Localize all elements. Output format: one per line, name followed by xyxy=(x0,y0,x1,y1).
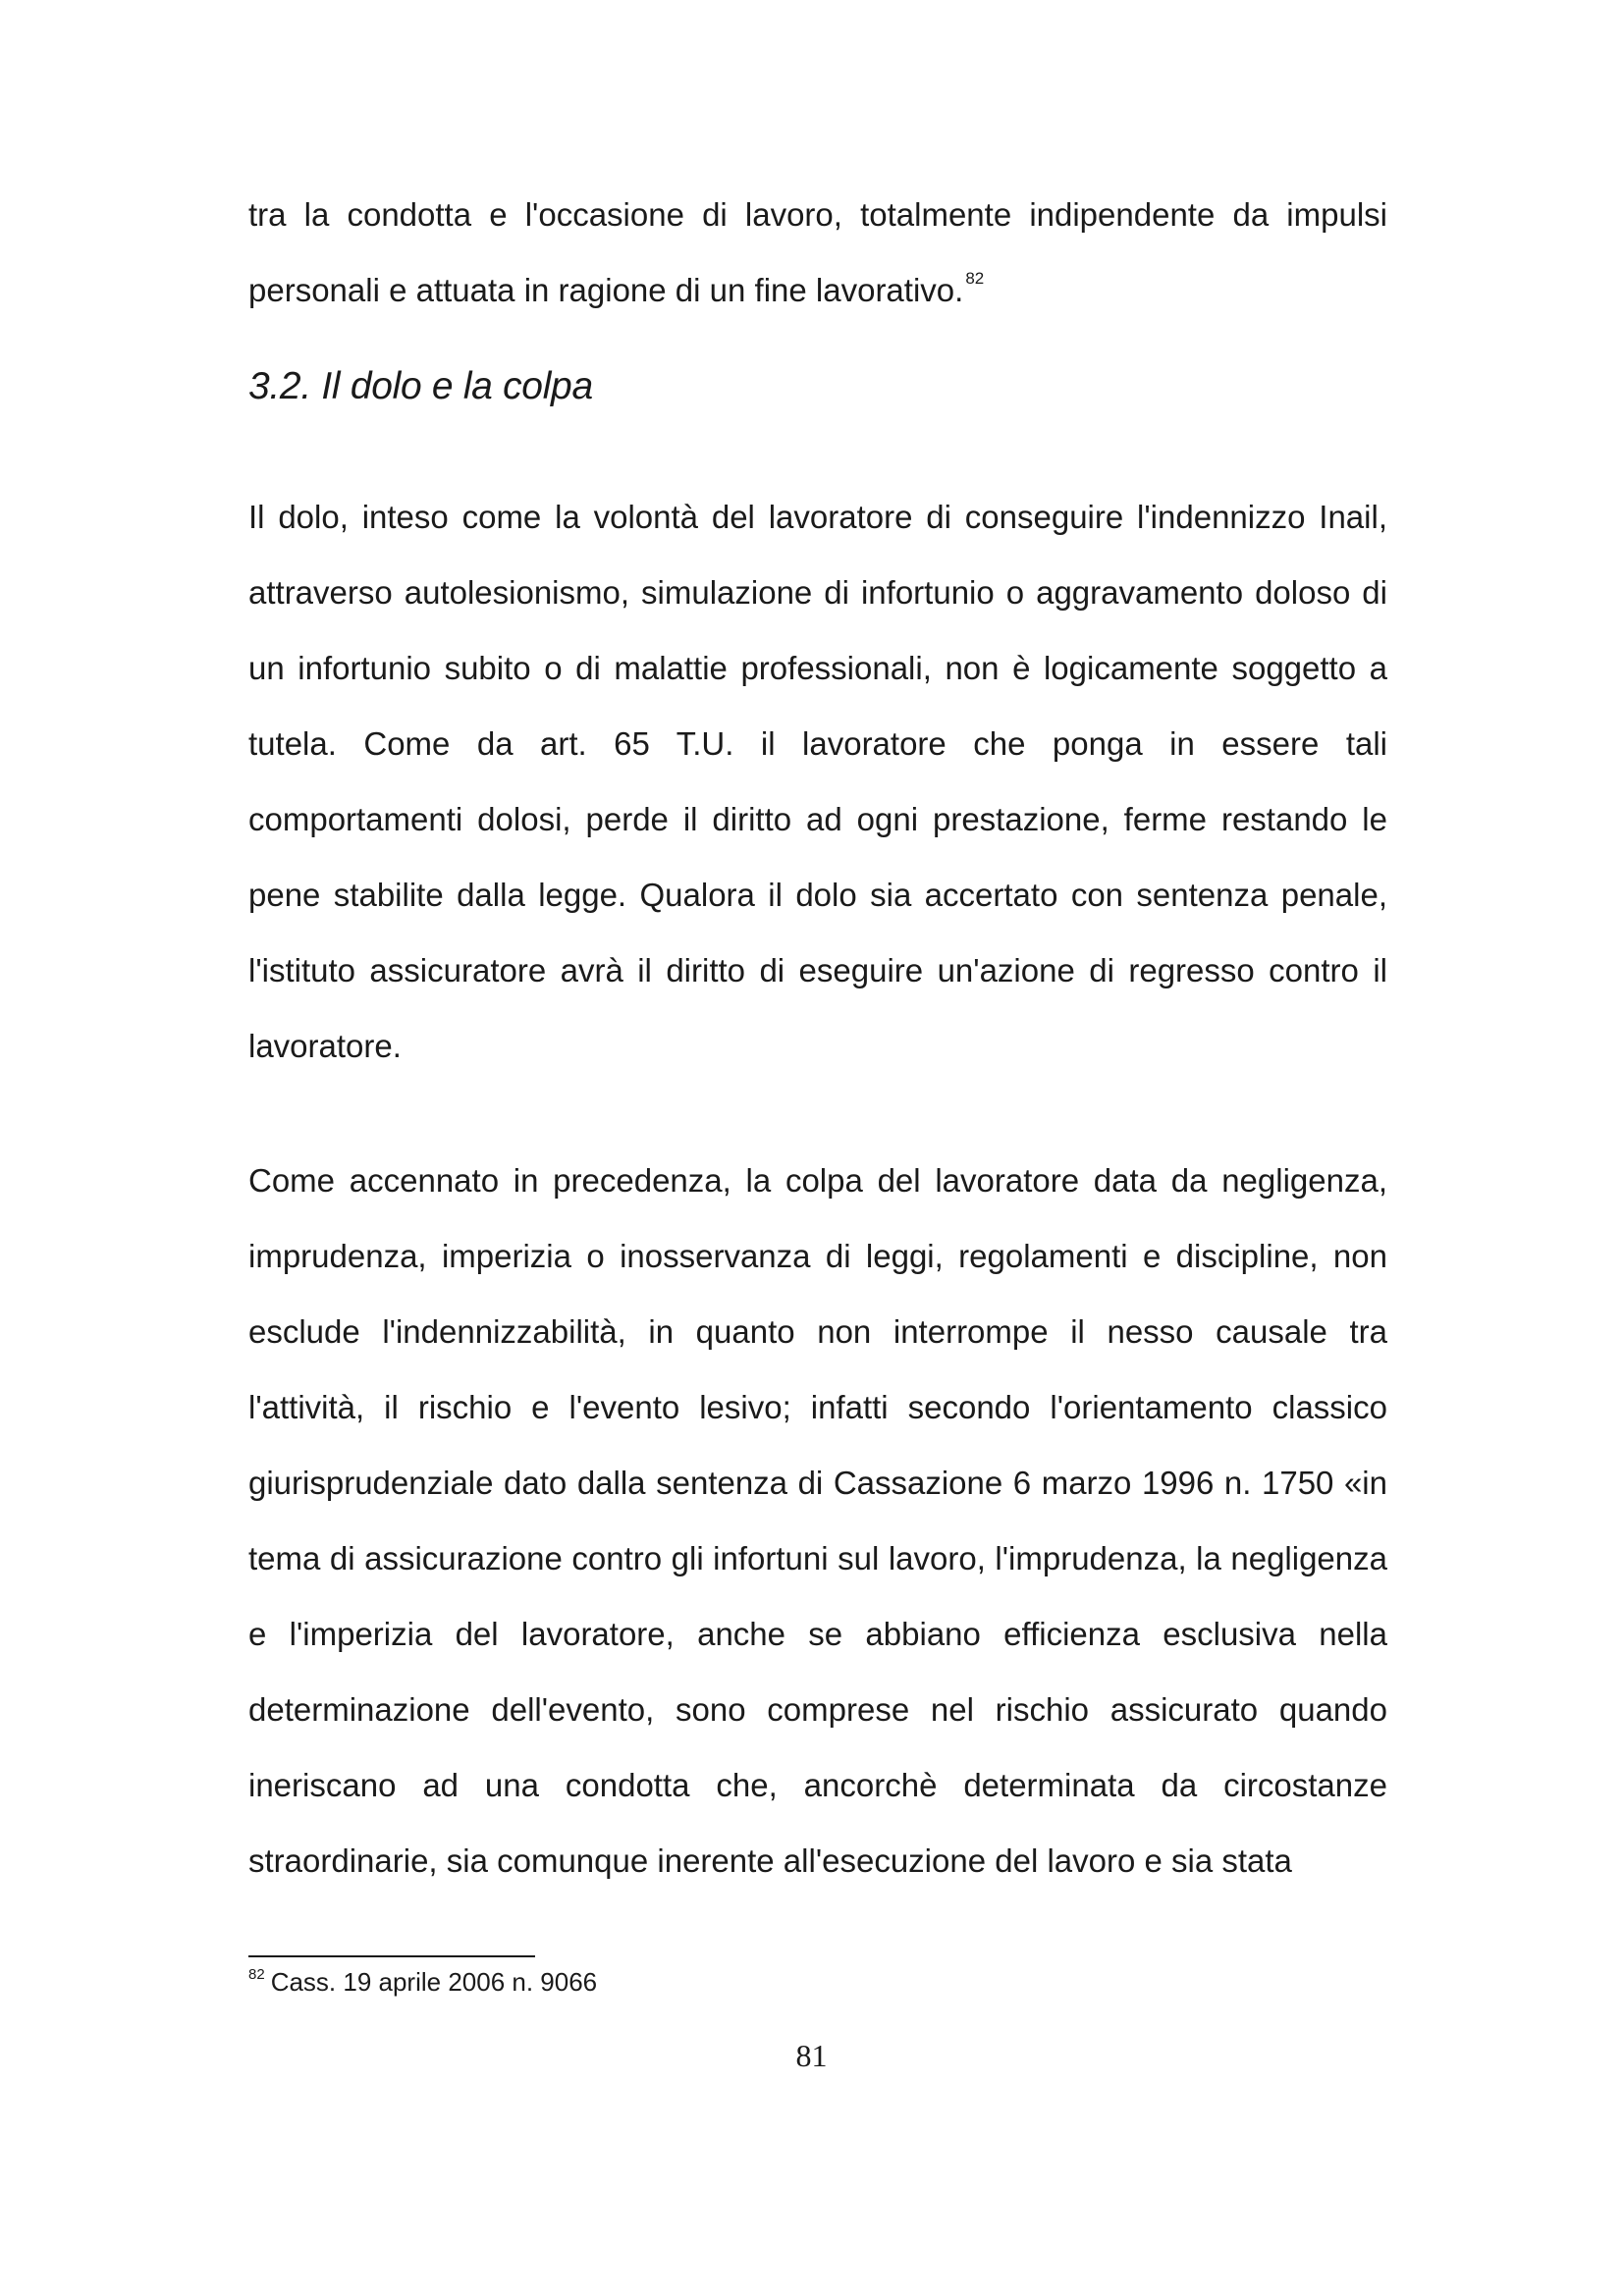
paragraph-continuation xyxy=(248,177,1387,334)
footnote xyxy=(248,1965,597,2003)
footnote-text: Cass. 19 aprile 2006 n. 9066 xyxy=(270,1967,598,1997)
paragraph-1-text: tra la condotta e l'occasione di lavoro, totalmente indipendente da impulsi personali e attuata in ragione di un fine lavorativo. xyxy=(248,196,1387,308)
footnote-reference: 82 xyxy=(965,269,985,288)
footnote-separator xyxy=(248,1955,535,1957)
paragraph-dolo: Il dolo, inteso come la volontà del lavoratore di conseguire l'indennizzo Inail, attraverso autolesionismo, simulazione di infortunio o aggravamento doloso di un infortunio subito o di malattie professionali, non è logicamente soggetto a tutela. Come da art. 65 T.U. il lavoratore che ponga in essere tali comportamenti dolosi, perde il diritto ad ogni prestazione, ferme restando le pene stabilite dalla legge. Qualora il dolo sia accertato con sentenza penale, l'istituto assicuratore avrà il diritto di eseguire un'azione di regresso contro il lavoratore. xyxy=(248,499,1387,1064)
section-heading: 3.2. Il dolo e la colpa xyxy=(248,365,593,407)
page-number: 81 xyxy=(795,2038,828,2073)
footnote-number: 82 xyxy=(248,1966,265,1983)
paragraph-colpa: Come accennato in precedenza, la colpa del lavoratore data da negligenza, imprudenza, imperizia o inosservanza di leggi, regolamenti e discipline, non esclude l'indennizzabilità, in quanto non interrompe il nesso causale tra l'attività, il rischio e l'evento lesivo; infatti secondo l'orientamento classico giurisprudenziale dato dalla sentenza di Cassazione 6 marzo 1996 n. 1750 «in tema di assicurazione contro gli infortuni sul lavoro, l'imprudenza, la negligenza e l'imperizia del lavoratore, anche se abbiano efficienza esclusiva nella determinazione dell'evento, sono comprese nel rischio assicurato quando ineriscano ad una condotta che, ancorchè determinata da circostanze straordinarie, sia comunque inerente all'esecuzione del lavoro e sia stata xyxy=(248,1162,1387,1879)
